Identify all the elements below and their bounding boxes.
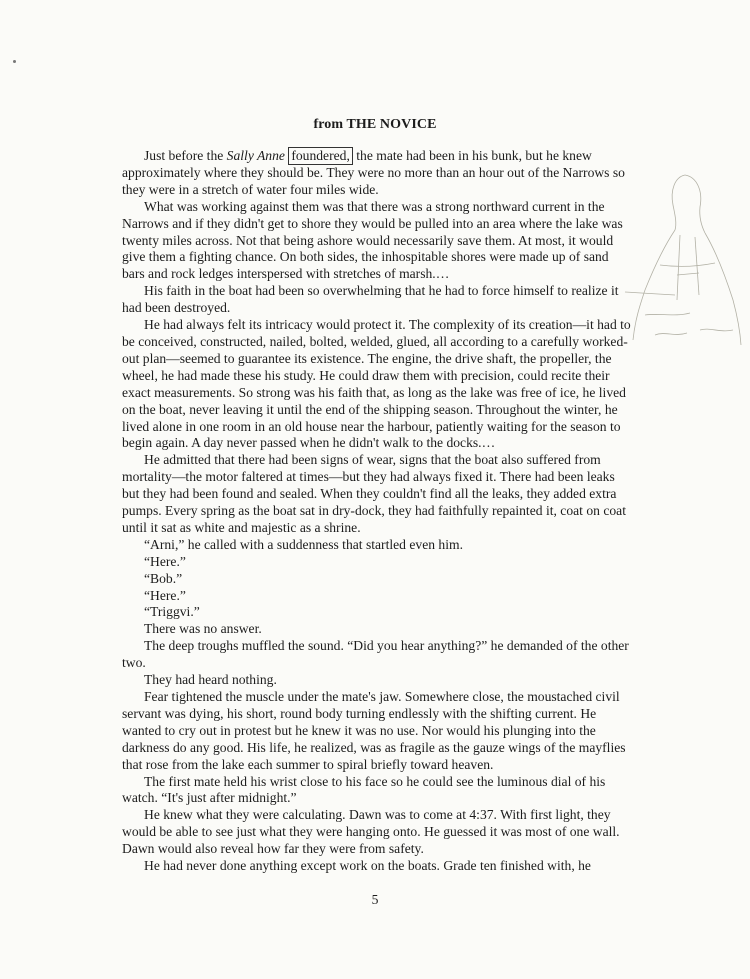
paragraph: He had always felt its intricacy would protect it. The complexity of its creation—it had to be conceived, constructed, nailed, bolted, welded, glued, all according to a carefully worked-out plan—seemed to guarantee its existence. The engine, the drive shaft, the propeller, the wheel, he had made these his study. He could draw them with precision, could recite their exact measurements. So strong was his faith that, as long as the lake was free of ice, he lived on the boat, never leaving it until the end of the shipping season. Throughout the winter, he lived alone in one room in an old house near the harbour, patiently waiting for the season to begin again. A day never passed when he didn't walk to the docks.… <box>122 317 631 451</box>
paragraph: “Here.” <box>144 587 186 603</box>
paragraph: He admitted that there had been signs of wear, signs that the boat also suffered from mortality—the motor faltered at times—but they had always fixed it. There had been leaks but they had been found and sealed. When they couldn't find all the leaks, they added extra pumps. Every spring as the boat sat in dry-dock, they had faithfully repainted it, coat on coat until it sat as white and majestic as a shrine. <box>122 452 626 535</box>
page-title: from THE NOVICE <box>313 117 437 132</box>
text-run: the mate had been in his bunk, but he knew approximately where they should be. They were no more than an hour out of the Narrows so they were in a stretch of water four miles wide. <box>122 148 625 197</box>
paragraph: His faith in the boat had been so overwhelming that he had to force himself to realize it had been destroyed. <box>122 283 619 316</box>
paragraph: He knew what they were calculating. Dawn was to come at 4:37. With first light, they would be able to see just what they were hanging onto. He guessed it was most of one wall. Dawn would also reveal how far they were from safety. <box>122 807 620 857</box>
paragraph: He had never done anything except work on the boats. Grade ten finished with, he <box>144 858 591 874</box>
paragraph: “Bob.” <box>144 570 183 586</box>
pencil-sketch-figure <box>615 155 745 355</box>
paragraph: The deep troughs muffled the sound. “Did you hear anything?” he demanded of the other two. <box>122 638 629 671</box>
paragraph: What was working against them was that there was a strong northward current in the Narrows and if they didn't get to shore they would be pulled into an area where the lake was twenty miles across. Not that being ashore would necessarily save them. At most, it would give them a fighting chance. On both sides, the inhospitable shores were made up of sand bars and rock ledges interspersed with stretches of marsh.… <box>122 198 623 282</box>
ship-name: Sally Anne <box>226 148 285 163</box>
paragraph <box>122 148 632 199</box>
boxed-word: foundered, <box>288 147 353 165</box>
paper-speck <box>13 60 16 63</box>
paragraph: “Triggvi.” <box>144 604 200 620</box>
paragraph: “Arni,” he called with a suddenness that startled even him. <box>144 536 463 552</box>
paragraph: They had heard nothing. <box>144 672 277 688</box>
paragraph: Fear tightened the muscle under the mate's jaw. Somewhere close, the moustached civil servant was dying, his short, round body turning endlessly with the shifting current. He wanted to cry out in protest but he knew it was no use. Nor would his plunging into the darkness do any good. His life, he realized, was as fragile as the gauze wings of the mayflies that rose from the lake each summer to spiral briefly toward heaven. <box>122 689 626 772</box>
text-body <box>122 148 632 875</box>
text-run: Just before the <box>144 148 227 163</box>
paragraph: “Here.” <box>144 553 186 569</box>
paragraph: The first mate held his wrist close to his face so he could see the luminous dial of his watch. “It's just after midnight.” <box>122 773 606 806</box>
paragraph: There was no answer. <box>144 621 262 637</box>
page-number: 5 <box>371 892 379 907</box>
